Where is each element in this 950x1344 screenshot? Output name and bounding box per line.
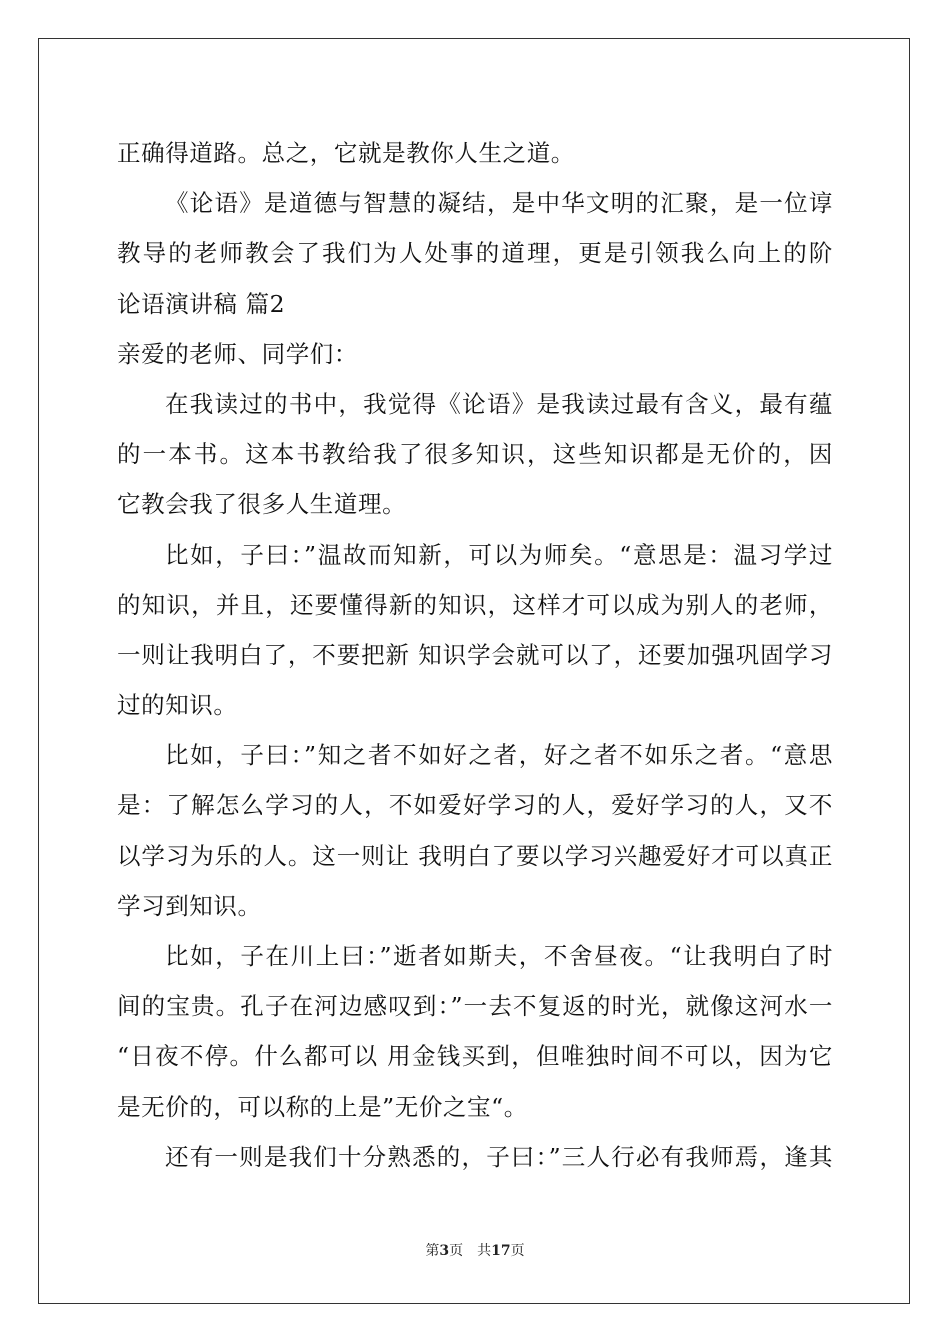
- text-line: 学习到知识。: [117, 891, 262, 920]
- text-line: 亲爱的老师、同学们：: [117, 339, 358, 368]
- text-line: 正确得道路。总之，它就是教你人生之道。: [117, 139, 575, 167]
- text-line: 它教会我了很多人生道理。: [117, 490, 407, 519]
- text-line: 论语演讲稿 篇2: [117, 289, 286, 318]
- text-line: 以学习为乐的人。这一则让 我明白了要以学习兴趣爱好才可以真正: [117, 841, 833, 870]
- text-line: 一则让我明白了，不要把新 知识学会就可以了，还要加强巩固学习: [117, 640, 833, 669]
- text-line: 教导的老师教会了我们为人处事的道理，更是引领我么向上的阶: [117, 239, 833, 268]
- text-line: 在我读过的书中，我觉得《论语》是我读过最有含义，最有蕴: [165, 389, 833, 418]
- text-line: 比如，子在川上曰：”逝者如斯夫，不舍昼夜。“让我明白了时: [165, 942, 833, 970]
- page-prefix: 第: [425, 1243, 440, 1259]
- text-line: “日夜不停。什么都可以 用金钱买到，但唯独时间不可以，因为它: [117, 1042, 833, 1071]
- text-line: 还有一则是我们十分熟悉的，子曰：”三人行必有我师焉，逢其: [165, 1142, 833, 1171]
- page-suffix: 页: [449, 1243, 464, 1259]
- total-pages: 17: [491, 1243, 511, 1259]
- page-number: 3: [439, 1243, 450, 1259]
- text-line: 比如，子曰：”知之者不如好之者，好之者不如乐之者。“意思: [165, 741, 833, 770]
- text-line: 间的宝贵。孔子在河边感叹到：”一去不复返的时光，就像这河水一: [117, 992, 833, 1021]
- text-line: 比如，子曰：”温故而知新，可以为师矣。“意思是：温习学过: [165, 540, 833, 569]
- total-prefix: 共: [477, 1243, 492, 1259]
- text-line: 的一本书。这本书教给我了很多知识，这些知识都是无价的，因: [117, 440, 833, 469]
- text-line: 是无价的，可以称的上是”无价之宝“。: [117, 1092, 528, 1121]
- page-footer: [0, 1240, 950, 1260]
- text-line: 是：了解怎么学习的人，不如爱好学习的人，爱好学习的人，又不: [117, 791, 833, 820]
- text-line: 《论语》是道德与智慧的凝结，是中华文明的汇聚，是一位谆: [165, 189, 833, 218]
- text-line: 的知识，并且，还要懂得新的知识，这样才可以成为别人的老师，: [117, 590, 833, 619]
- document-body: [117, 128, 833, 1182]
- total-suffix: 页: [510, 1243, 525, 1259]
- text-line: 过的知识。: [117, 691, 238, 720]
